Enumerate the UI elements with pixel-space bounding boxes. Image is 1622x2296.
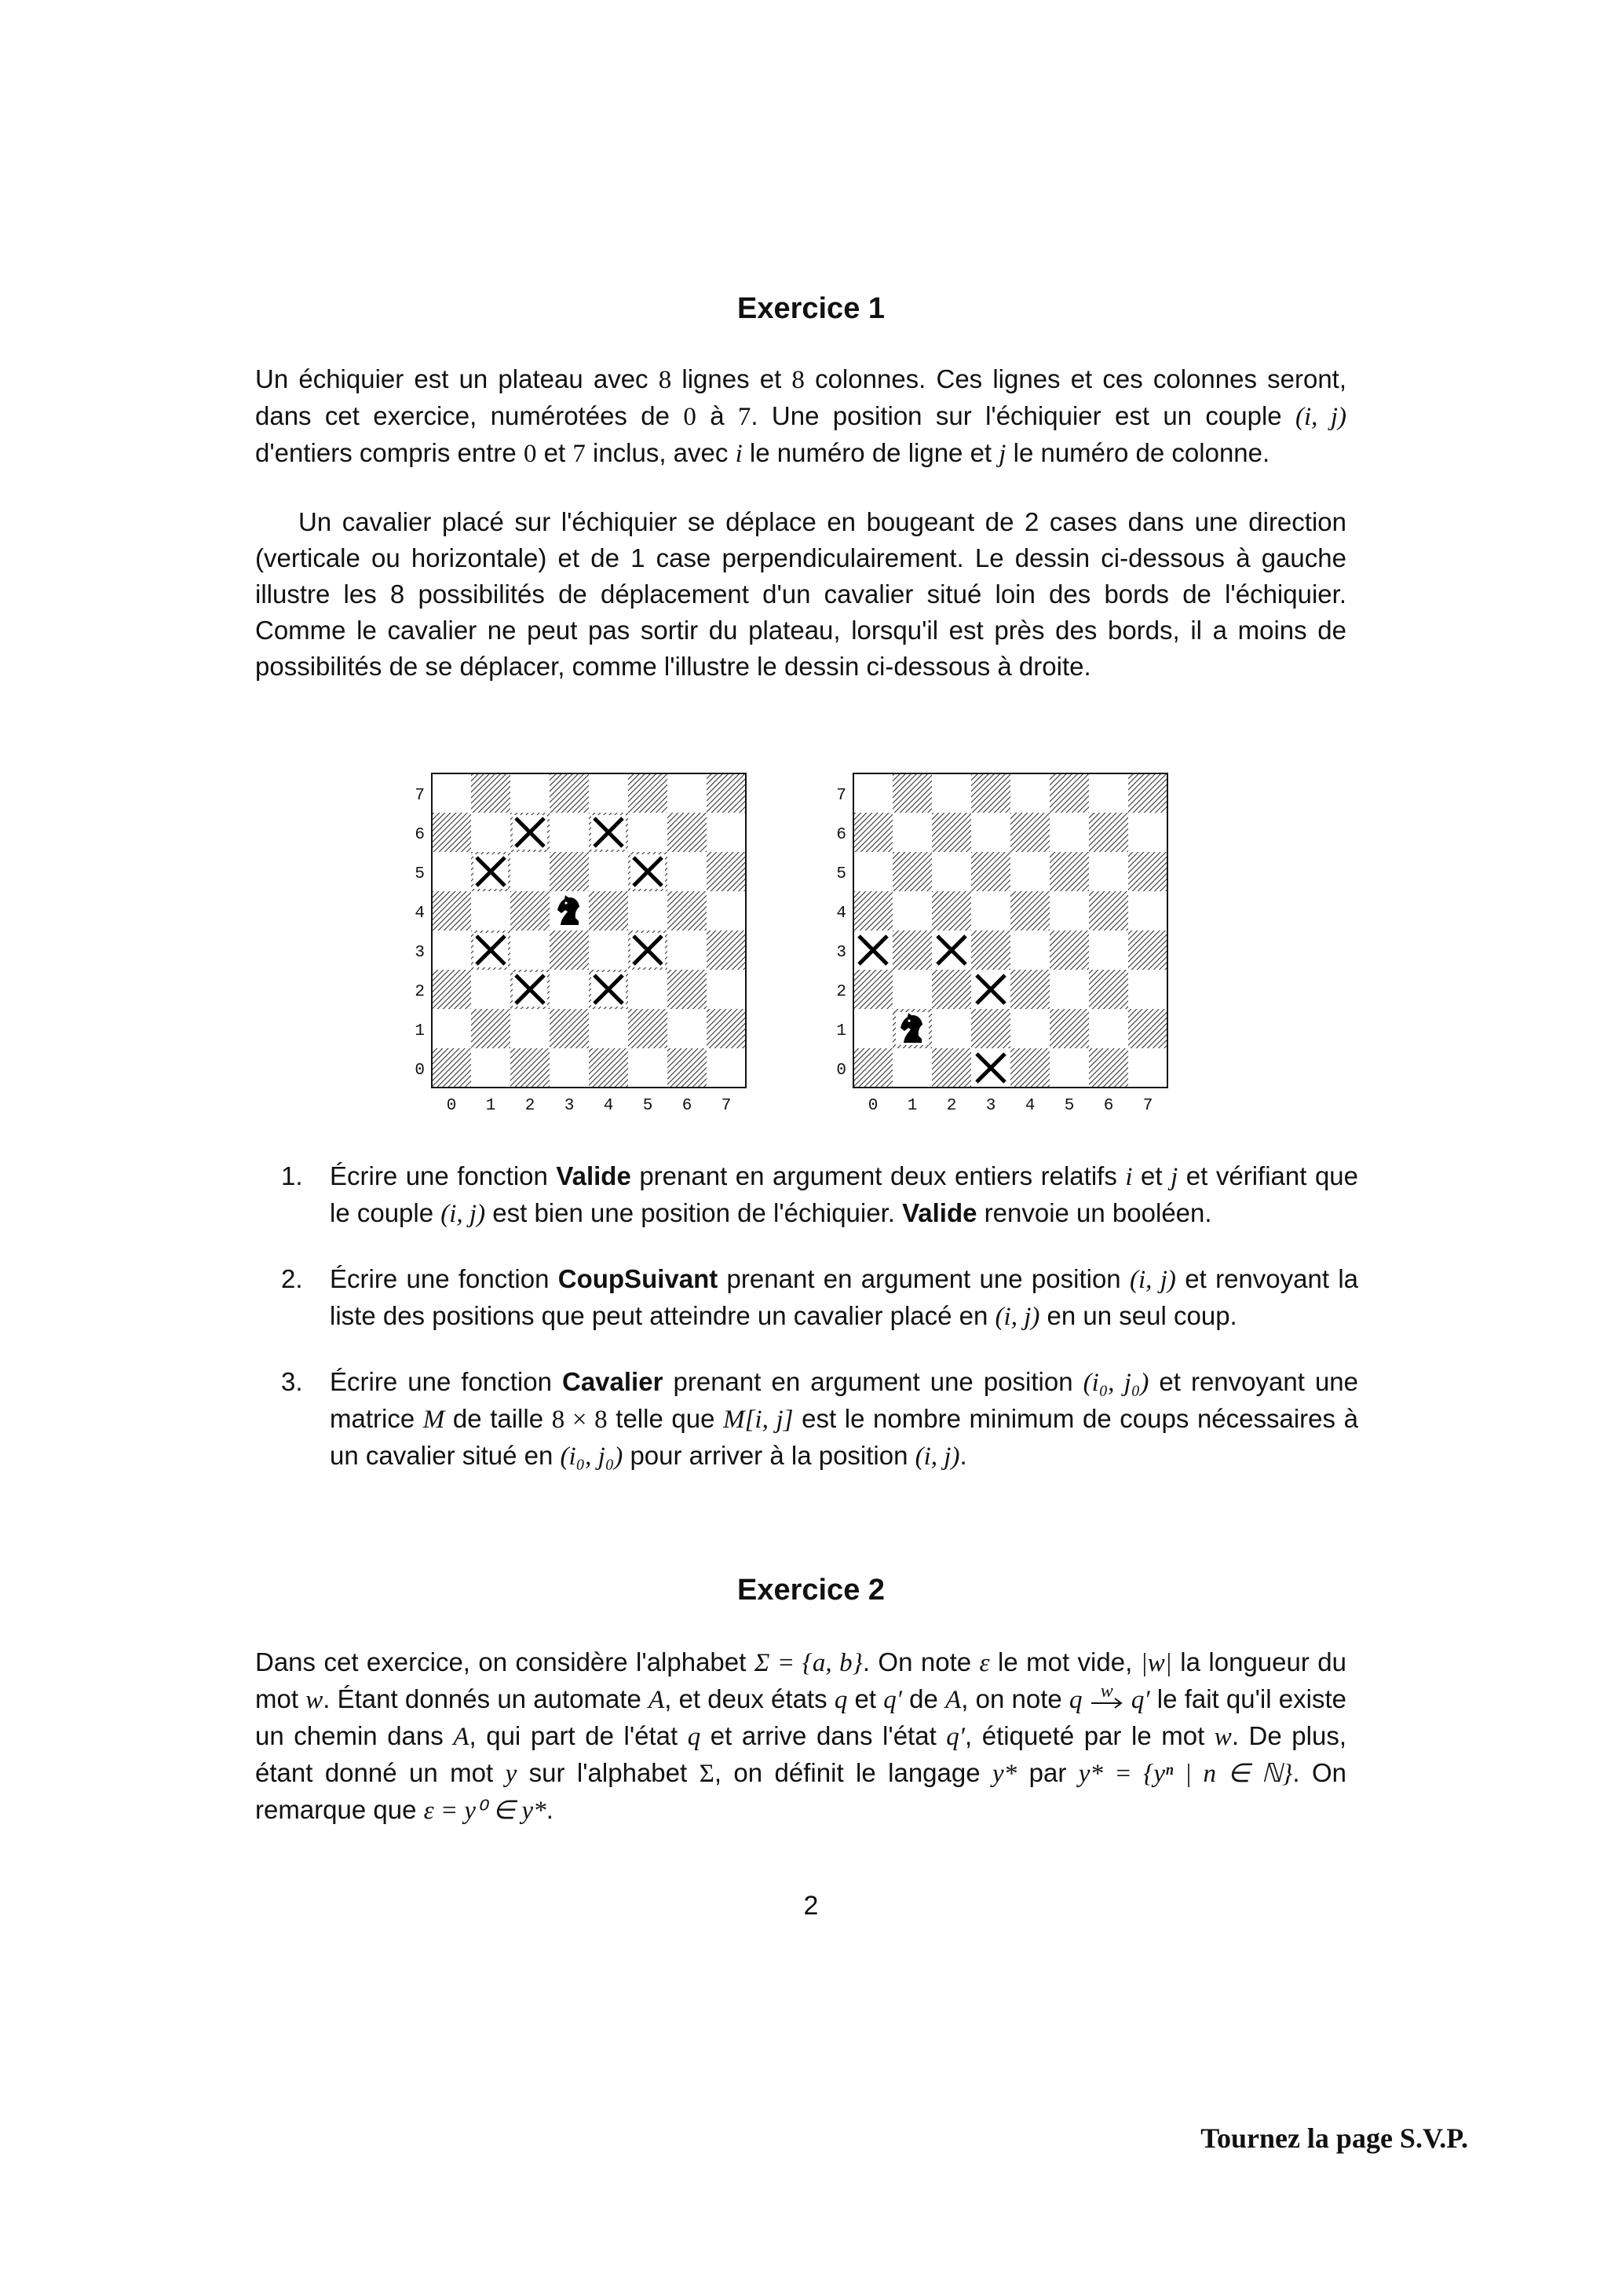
board-square bbox=[1128, 891, 1167, 930]
board-square bbox=[589, 930, 628, 970]
board-square bbox=[1128, 813, 1167, 852]
row-label: 1 bbox=[415, 1022, 425, 1040]
move-cross-icon bbox=[630, 854, 665, 889]
question-3: 3. Écrire une fonction Cavalier prenant en argument une position (i₀, j₀) et renvoyant une matrice M de taille 8 × 8 telle que M[i, j] est le nombre minimum de coups nécessaires à un cavalier situé en (i₀, j₀) pour arriver à la position (i, j). bbox=[275, 1364, 1358, 1475]
move-cross-icon bbox=[630, 933, 665, 967]
board-square bbox=[893, 773, 932, 813]
question-2: 2. Écrire une fonction CoupSuivant prenant en argument une position (i, j) et renvoyant la liste des positions que peut atteindre un cavalier placé en (i, j) en un seul coup. bbox=[275, 1261, 1358, 1335]
board-square bbox=[707, 773, 746, 813]
row-label: 2 bbox=[415, 983, 425, 1001]
move-cross-icon bbox=[591, 815, 626, 850]
exercise-1-title: Exercice 1 bbox=[736, 292, 886, 325]
board-square bbox=[1050, 1009, 1089, 1048]
board-square bbox=[893, 970, 932, 1009]
board-square bbox=[932, 1009, 971, 1048]
column-label: 2 bbox=[946, 1097, 957, 1115]
board-square bbox=[1050, 852, 1089, 891]
board-square bbox=[1128, 1048, 1167, 1088]
board-square bbox=[432, 813, 471, 852]
row-label: 3 bbox=[415, 944, 425, 962]
board-square bbox=[853, 891, 893, 930]
move-cross-icon bbox=[473, 933, 508, 967]
board-square bbox=[471, 813, 510, 852]
board-square bbox=[667, 970, 707, 1009]
board-square bbox=[1089, 773, 1128, 813]
board-square bbox=[853, 970, 893, 1009]
footer-note: Tournez la page S.V.P. bbox=[1200, 2122, 1468, 2154]
board-square bbox=[893, 813, 932, 852]
column-label: 1 bbox=[485, 1097, 496, 1115]
board-square bbox=[932, 891, 971, 930]
column-label: 0 bbox=[868, 1097, 879, 1115]
column-label: 6 bbox=[681, 1097, 692, 1115]
move-cross-icon bbox=[513, 972, 547, 1007]
board-square bbox=[1050, 773, 1089, 813]
column-label: 0 bbox=[446, 1097, 457, 1115]
row-label: 5 bbox=[415, 865, 425, 883]
question-number: 2. bbox=[281, 1264, 303, 1293]
row-label: 6 bbox=[415, 826, 425, 844]
board-square bbox=[471, 1048, 510, 1088]
board-square bbox=[707, 1048, 746, 1088]
board-square bbox=[1010, 970, 1050, 1009]
board-square bbox=[971, 852, 1010, 891]
column-label: 5 bbox=[642, 1097, 653, 1115]
column-label: 5 bbox=[1064, 1097, 1075, 1115]
board-square bbox=[1010, 1048, 1050, 1088]
board-square bbox=[1010, 930, 1050, 970]
column-label: 4 bbox=[603, 1097, 614, 1115]
column-label: 3 bbox=[985, 1097, 996, 1115]
row-label: 5 bbox=[836, 865, 846, 883]
question-number: 3. bbox=[281, 1367, 303, 1396]
board-square bbox=[667, 852, 707, 891]
board-square bbox=[628, 1048, 667, 1088]
board-square bbox=[1128, 1009, 1167, 1048]
board-square bbox=[1089, 970, 1128, 1009]
board-square bbox=[550, 773, 589, 813]
exercise-1-knight-paragraph: Un cavalier placé sur l'échiquier se déplace en bougeant de 2 cases dans une direction (verticale ou horizontale) et de 1 case perpendiculairement. Le dessin ci-dessous à gauche illustre les 8 possibilités de déplacement d'un cavalier situé loin des bords de l'échiquier. Comme le cavalier ne peut pas sortir du plateau, lorsqu'il est près des bords, il a moins de possibilités de se déplacer, comme l'illustre le dessin ci-dessous à droite. bbox=[255, 507, 1346, 681]
board-square bbox=[707, 813, 746, 852]
board-square bbox=[971, 813, 1010, 852]
column-label: 2 bbox=[524, 1097, 535, 1115]
board-square bbox=[971, 891, 1010, 930]
board-square bbox=[1050, 930, 1089, 970]
board-square bbox=[1010, 852, 1050, 891]
board-square bbox=[1128, 852, 1167, 891]
board-square bbox=[589, 852, 628, 891]
board-square bbox=[1089, 930, 1128, 970]
board-square bbox=[471, 773, 510, 813]
board-square bbox=[1089, 852, 1128, 891]
board-square bbox=[432, 970, 471, 1009]
board-square bbox=[971, 773, 1010, 813]
board-square bbox=[853, 813, 893, 852]
row-label: 6 bbox=[836, 826, 846, 844]
question-list bbox=[275, 1158, 1358, 1504]
board-square bbox=[707, 891, 746, 930]
row-label: 7 bbox=[836, 787, 846, 805]
exercise-2-title: Exercice 2 bbox=[736, 1574, 886, 1607]
board-square bbox=[471, 970, 510, 1009]
board-square bbox=[550, 813, 589, 852]
board-square bbox=[432, 891, 471, 930]
question-number: 1. bbox=[281, 1161, 303, 1190]
board-square bbox=[628, 773, 667, 813]
column-label: 7 bbox=[1142, 1097, 1153, 1115]
board-square bbox=[1010, 813, 1050, 852]
board-square bbox=[971, 1009, 1010, 1048]
board-square bbox=[853, 773, 893, 813]
board-square bbox=[667, 773, 707, 813]
row-label: 0 bbox=[415, 1062, 425, 1080]
move-cross-icon bbox=[934, 933, 969, 967]
board-square bbox=[667, 930, 707, 970]
row-label: 1 bbox=[836, 1022, 846, 1040]
board-square bbox=[932, 970, 971, 1009]
board-square bbox=[1010, 773, 1050, 813]
page-number: 2 bbox=[803, 1891, 819, 1921]
board-square bbox=[667, 813, 707, 852]
board-square bbox=[667, 891, 707, 930]
board-square bbox=[853, 1009, 893, 1048]
board-square bbox=[1050, 1048, 1089, 1088]
board-square bbox=[932, 852, 971, 891]
arrow-icon bbox=[1090, 1695, 1124, 1711]
question-1: 1. Écrire une fonction Valide prenant en argument deux entiers relatifs i et j et vérifiant que le couple (i, j) est bien une position de l'échiquier. Valide renvoie un booléen. bbox=[275, 1158, 1358, 1232]
knight-icon bbox=[553, 894, 586, 927]
board-square bbox=[1050, 891, 1089, 930]
board-square bbox=[510, 1048, 550, 1088]
board-square bbox=[707, 852, 746, 891]
board-square bbox=[667, 1048, 707, 1088]
move-cross-icon bbox=[856, 933, 890, 967]
chessboard-left-figure bbox=[408, 766, 769, 1119]
board-square bbox=[510, 1009, 550, 1048]
board-square bbox=[893, 891, 932, 930]
board-square bbox=[628, 970, 667, 1009]
board-square bbox=[1089, 1048, 1128, 1088]
row-label: 0 bbox=[836, 1062, 846, 1080]
board-square bbox=[471, 891, 510, 930]
board-square bbox=[932, 813, 971, 852]
column-label: 1 bbox=[907, 1097, 918, 1115]
board-square bbox=[1128, 930, 1167, 970]
board-square bbox=[510, 773, 550, 813]
board-square bbox=[432, 852, 471, 891]
board-square bbox=[1050, 970, 1089, 1009]
board-square bbox=[893, 852, 932, 891]
board-square bbox=[471, 1009, 510, 1048]
row-label: 3 bbox=[836, 944, 846, 962]
move-cross-icon bbox=[591, 972, 626, 1007]
board-square bbox=[628, 813, 667, 852]
board-square bbox=[432, 773, 471, 813]
board-square bbox=[550, 1048, 589, 1088]
exercise-2-paragraph: Dans cet exercice, on considère l'alphabet Σ = {a, b}. On note ε le mot vide, |w| la longueur du mot w. Étant donnés un automate A, et deux états q et q′ de A, on note q w q′ le fait qu'il existe un chemin dans A, qui part de l'état q et arrive dans l'état q′, étiqueté par le mot w. De plus, étant donné un mot y sur l'alphabet Σ, on définit le langage y* par y* = {yⁿ | n ∈ ℕ}. On remarque que ε = y⁰ ∈ y*. bbox=[255, 1647, 1347, 1825]
chessboard-right-figure bbox=[830, 766, 1191, 1119]
board-square bbox=[893, 1048, 932, 1088]
move-cross-icon bbox=[513, 815, 547, 850]
board-square bbox=[932, 1048, 971, 1088]
board-square bbox=[589, 891, 628, 930]
board-square bbox=[853, 1048, 893, 1088]
move-cross-icon bbox=[974, 1051, 1008, 1085]
board-square bbox=[707, 930, 746, 970]
board-square bbox=[628, 1009, 667, 1048]
move-cross-icon bbox=[974, 972, 1008, 1007]
board-square bbox=[667, 1009, 707, 1048]
board-square bbox=[893, 930, 932, 970]
board-square bbox=[971, 930, 1010, 970]
board-square bbox=[510, 852, 550, 891]
board-square bbox=[1128, 970, 1167, 1009]
board-square bbox=[550, 852, 589, 891]
board-square bbox=[932, 773, 971, 813]
board-square bbox=[589, 1048, 628, 1088]
board-square bbox=[432, 1048, 471, 1088]
board-square bbox=[550, 970, 589, 1009]
board-square bbox=[1089, 813, 1128, 852]
exercise-1-intro-paragraph: Un échiquier est un plateau avec 8 lignes et 8 colonnes. Ces lignes et ces colonnes seront, dans cet exercice, numérotées de 0 à 7. Une position sur l'échiquier est un couple (i, j) d'entiers compris entre 0 et 7 inclus, avec i le numéro de ligne et j le numéro de colonne. bbox=[255, 364, 1347, 468]
move-cross-icon bbox=[473, 854, 508, 889]
board-square bbox=[589, 1009, 628, 1048]
board-square bbox=[589, 773, 628, 813]
board-square bbox=[432, 930, 471, 970]
board-square bbox=[1010, 891, 1050, 930]
board-square bbox=[550, 1009, 589, 1048]
row-label: 2 bbox=[836, 983, 846, 1001]
row-label: 4 bbox=[415, 905, 425, 923]
column-label: 4 bbox=[1025, 1097, 1036, 1115]
board-square bbox=[707, 970, 746, 1009]
board-square bbox=[707, 1009, 746, 1048]
board-square bbox=[510, 930, 550, 970]
column-label: 3 bbox=[564, 1097, 575, 1115]
column-label: 6 bbox=[1103, 1097, 1114, 1115]
row-label: 4 bbox=[836, 905, 846, 923]
board-square bbox=[1010, 1009, 1050, 1048]
labeled-arrow: w bbox=[1090, 1692, 1124, 1708]
board-square bbox=[628, 891, 667, 930]
board-square bbox=[432, 1009, 471, 1048]
column-label: 7 bbox=[721, 1097, 732, 1115]
row-label: 7 bbox=[415, 787, 425, 805]
knight-icon bbox=[896, 1012, 929, 1045]
board-square bbox=[510, 891, 550, 930]
board-square bbox=[1050, 813, 1089, 852]
board-square bbox=[1089, 1009, 1128, 1048]
board-square bbox=[1089, 891, 1128, 930]
board-square bbox=[853, 852, 893, 891]
board-square bbox=[1128, 773, 1167, 813]
board-square bbox=[550, 930, 589, 970]
